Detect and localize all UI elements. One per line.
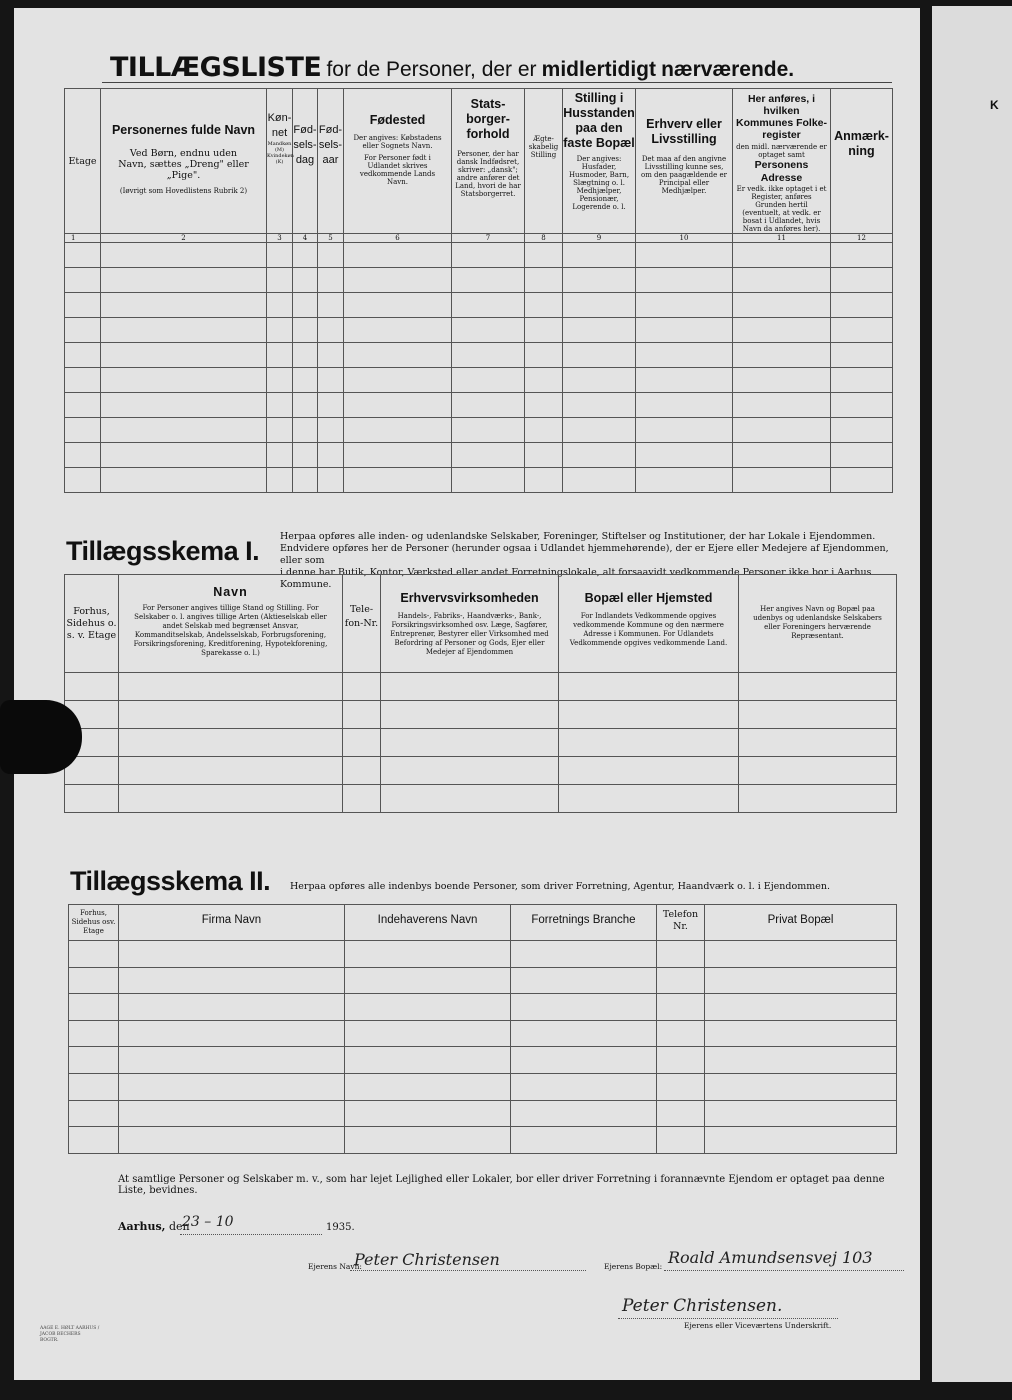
table-cell[interactable] bbox=[559, 757, 739, 785]
table-cell[interactable] bbox=[343, 785, 381, 813]
skema1-col-business: Erhvervsvirksomheden Handels-, Fabriks-, Haandværks-, Bank-, Forsikringsvirksomhed osv. Læge, Sagfører, Entreprenør, Bestyrer eller Virksomhed med Befordring af Personer og Gods, Ejer eller Medejer af Ejendommen bbox=[381, 575, 559, 673]
table-cell[interactable] bbox=[733, 368, 831, 393]
skema2-col-phone: Telefon Nr. bbox=[657, 905, 705, 941]
table-cell[interactable] bbox=[559, 729, 739, 757]
table-cell[interactable] bbox=[525, 368, 563, 393]
table-row bbox=[65, 468, 893, 493]
table-cell[interactable] bbox=[293, 368, 318, 393]
table-cell[interactable] bbox=[381, 673, 559, 701]
table-cell[interactable] bbox=[65, 318, 101, 343]
table-cell[interactable] bbox=[119, 1047, 345, 1074]
table-cell[interactable] bbox=[345, 1020, 511, 1047]
table-cell[interactable] bbox=[563, 468, 636, 493]
table-cell[interactable] bbox=[733, 318, 831, 343]
table-cell[interactable] bbox=[293, 343, 318, 368]
owner-address-label: Ejerens Bopæl: bbox=[604, 1262, 663, 1271]
table-cell[interactable] bbox=[344, 343, 452, 368]
table-cell[interactable] bbox=[831, 268, 893, 293]
table-cell[interactable] bbox=[525, 468, 563, 493]
table-cell[interactable] bbox=[293, 393, 318, 418]
den-label: den bbox=[168, 1220, 190, 1233]
table-cell[interactable] bbox=[831, 343, 893, 368]
table-cell[interactable] bbox=[636, 268, 733, 293]
table-cell[interactable] bbox=[559, 701, 739, 729]
table-cell[interactable] bbox=[318, 468, 344, 493]
table-cell[interactable] bbox=[267, 293, 293, 318]
table-row bbox=[65, 418, 893, 443]
title-bold: midlertidigt bbox=[541, 58, 656, 81]
table-cell[interactable] bbox=[318, 318, 344, 343]
table-cell[interactable] bbox=[318, 268, 344, 293]
table-cell[interactable] bbox=[119, 757, 343, 785]
owner-name: Peter Christensen bbox=[354, 1250, 500, 1269]
table-cell[interactable] bbox=[101, 443, 267, 468]
table-cell[interactable] bbox=[733, 443, 831, 468]
table-cell[interactable] bbox=[345, 1073, 511, 1100]
table-cell[interactable] bbox=[101, 318, 267, 343]
table-cell[interactable] bbox=[636, 368, 733, 393]
table-cell[interactable] bbox=[525, 418, 563, 443]
table-cell[interactable] bbox=[345, 1100, 511, 1127]
table-cell[interactable] bbox=[267, 343, 293, 368]
table-cell[interactable] bbox=[318, 293, 344, 318]
colnum-4: 4 bbox=[293, 234, 318, 243]
owner-address: Roald Amundsensvej 103 bbox=[668, 1248, 873, 1267]
table-cell[interactable] bbox=[101, 368, 267, 393]
table-cell[interactable] bbox=[293, 293, 318, 318]
table-cell[interactable] bbox=[65, 343, 101, 368]
col-birthday: Fød-sels-dag bbox=[293, 89, 318, 234]
table-cell[interactable] bbox=[705, 941, 897, 968]
skema1-col-phone: Tele-fon-Nr. bbox=[343, 575, 381, 673]
table-cell[interactable] bbox=[101, 343, 267, 368]
table-cell[interactable] bbox=[344, 293, 452, 318]
table-cell[interactable] bbox=[293, 268, 318, 293]
table-cell[interactable] bbox=[452, 243, 525, 268]
skema1-header-row bbox=[65, 575, 897, 673]
table-cell[interactable] bbox=[344, 268, 452, 293]
table-cell[interactable] bbox=[452, 368, 525, 393]
table-cell[interactable] bbox=[69, 941, 119, 968]
table-cell[interactable] bbox=[525, 243, 563, 268]
table-cell[interactable] bbox=[452, 268, 525, 293]
col-birthyear: Fød-sels-aar bbox=[318, 89, 344, 234]
table-cell[interactable] bbox=[65, 785, 119, 813]
table-cell[interactable] bbox=[831, 468, 893, 493]
col-household: Stilling i Husstanden paa den faste Bopæl Der angives: Husfader, Husmoder, Barn, Slægtning o. l. Medhjælper, Pensionær, Logerende o. l. bbox=[563, 89, 636, 234]
table-cell[interactable] bbox=[318, 393, 344, 418]
colnum-10: 10 bbox=[636, 234, 733, 243]
skema2-title: Tillægsskema II. bbox=[70, 866, 271, 896]
table-row bbox=[69, 1100, 897, 1127]
col-remarks: Anmærk-ning bbox=[831, 89, 893, 234]
table-cell[interactable] bbox=[119, 1127, 345, 1154]
table-cell[interactable] bbox=[452, 468, 525, 493]
table-cell[interactable] bbox=[65, 393, 101, 418]
table-cell[interactable] bbox=[381, 701, 559, 729]
col-address: Her anføres, i hvilken Kommunes Folke-register den midl. nærværende er optaget samt Personens Adresse Er vedk. ikke optaget i et Register, anføres Grunden hertil (eventuelt, at vedk. er bosat i Udlandet, hvis Navn da anføres her). bbox=[733, 89, 831, 234]
table-cell[interactable] bbox=[65, 243, 101, 268]
table-cell[interactable] bbox=[563, 443, 636, 468]
table-row bbox=[65, 293, 893, 318]
table-cell[interactable] bbox=[657, 1047, 705, 1074]
table-cell[interactable] bbox=[344, 368, 452, 393]
table-cell[interactable] bbox=[705, 1100, 897, 1127]
skema2-description: Herpaa opføres alle indenbys boende Personer, som driver Forretning, Agentur, Haandværk o. l. i Ejendommen. bbox=[290, 881, 830, 892]
table-cell[interactable] bbox=[345, 1127, 511, 1154]
table-cell[interactable] bbox=[101, 418, 267, 443]
title-end: nærværende. bbox=[661, 58, 795, 81]
table-cell[interactable] bbox=[636, 418, 733, 443]
table-cell[interactable] bbox=[345, 967, 511, 994]
table-cell[interactable] bbox=[831, 318, 893, 343]
signature-label: Ejerens eller Viceværtens Underskrift. bbox=[684, 1321, 832, 1330]
table-cell[interactable] bbox=[563, 243, 636, 268]
table-cell[interactable] bbox=[267, 318, 293, 343]
main-table bbox=[64, 88, 893, 493]
skema2-col-firm: Firma Navn bbox=[119, 905, 345, 941]
table-cell[interactable] bbox=[343, 757, 381, 785]
table-cell[interactable] bbox=[525, 443, 563, 468]
table-cell[interactable] bbox=[739, 673, 897, 701]
skema1-table-body bbox=[65, 673, 897, 813]
table-cell[interactable] bbox=[831, 443, 893, 468]
certification-text: At samtlige Personer og Selskaber m. v., som har lejet Lejlighed eller Lokaler, bor eller driver Forretning i forannævnte Ejendom er optaget paa denne Liste, bevidnes. bbox=[118, 1174, 885, 1196]
skema1-col-representative: Her angives Navn og Bopæl paa udenbys og udenlandske Selskabers eller Foreningers herværende Repræsentant. bbox=[739, 575, 897, 673]
form-page bbox=[14, 8, 920, 1380]
table-cell[interactable] bbox=[559, 673, 739, 701]
table-row bbox=[65, 268, 893, 293]
title-rule bbox=[102, 82, 892, 83]
table-cell[interactable] bbox=[636, 443, 733, 468]
table-cell[interactable] bbox=[636, 293, 733, 318]
table-cell[interactable] bbox=[381, 729, 559, 757]
table-cell[interactable] bbox=[344, 393, 452, 418]
table-cell[interactable] bbox=[831, 368, 893, 393]
binder-clip bbox=[0, 700, 82, 774]
table-cell[interactable] bbox=[739, 757, 897, 785]
table-cell[interactable] bbox=[267, 418, 293, 443]
table-cell[interactable] bbox=[65, 468, 101, 493]
table-cell[interactable] bbox=[119, 701, 343, 729]
owner-address-rule bbox=[664, 1270, 904, 1271]
table-cell[interactable] bbox=[343, 701, 381, 729]
table-row bbox=[65, 701, 897, 729]
date-rule bbox=[180, 1234, 322, 1235]
table-cell[interactable] bbox=[267, 393, 293, 418]
colnum-1: 1 bbox=[65, 234, 101, 243]
table-cell[interactable] bbox=[318, 243, 344, 268]
table-row bbox=[65, 729, 897, 757]
table-cell[interactable] bbox=[345, 1047, 511, 1074]
table-cell[interactable] bbox=[559, 785, 739, 813]
printer-mark: AAGE E. HØLT AARHUS / JACOB BECHERS BOGTR. bbox=[40, 1326, 100, 1343]
col-name: Personernes fulde Navn Ved Børn, endnu uden Navn, sættes „Dreng" eller „Pige". (Iøvrigt som Hovedlistens Rubrik 2) bbox=[101, 89, 267, 234]
skema1-desc-line3: i denne har Butik, Kontor, Værksted eller andet Forretningslokale, alt forsaavidt vedkommende Personer ikke bor i Aarhus Kommune. bbox=[280, 567, 872, 590]
table-cell[interactable] bbox=[733, 293, 831, 318]
col-citizenship: Stats-borger-forhold Personer, der har dansk Indfødsret, skriver: „dansk"; andre anfører det Land, hvori de har Statsborgerret. bbox=[452, 89, 525, 234]
table-cell[interactable] bbox=[511, 994, 657, 1021]
table-row bbox=[65, 343, 893, 368]
table-cell[interactable] bbox=[318, 443, 344, 468]
table-cell[interactable] bbox=[267, 368, 293, 393]
table-cell[interactable] bbox=[344, 243, 452, 268]
table-cell[interactable] bbox=[705, 994, 897, 1021]
table-cell[interactable] bbox=[452, 293, 525, 318]
skema2-table bbox=[68, 904, 897, 1154]
table-cell[interactable] bbox=[69, 994, 119, 1021]
table-cell[interactable] bbox=[293, 443, 318, 468]
table-cell[interactable] bbox=[831, 293, 893, 318]
table-cell[interactable] bbox=[657, 1073, 705, 1100]
table-cell[interactable] bbox=[318, 368, 344, 393]
owner-name-label: Ejerens Navn: bbox=[308, 1262, 362, 1271]
table-cell[interactable] bbox=[563, 268, 636, 293]
table-cell[interactable] bbox=[705, 967, 897, 994]
table-cell[interactable] bbox=[705, 1073, 897, 1100]
table-cell[interactable] bbox=[101, 393, 267, 418]
table-cell[interactable] bbox=[344, 418, 452, 443]
table-row bbox=[69, 967, 897, 994]
table-cell[interactable] bbox=[452, 418, 525, 443]
table-cell[interactable] bbox=[831, 393, 893, 418]
table-cell[interactable] bbox=[119, 994, 345, 1021]
adjacent-page bbox=[932, 6, 1012, 1382]
main-table-body bbox=[65, 243, 893, 493]
table-cell[interactable] bbox=[345, 941, 511, 968]
table-row bbox=[69, 1020, 897, 1047]
table-cell[interactable] bbox=[831, 243, 893, 268]
colnum-2: 2 bbox=[101, 234, 267, 243]
table-cell[interactable] bbox=[733, 468, 831, 493]
table-cell[interactable] bbox=[381, 757, 559, 785]
table-cell[interactable] bbox=[452, 343, 525, 368]
table-row bbox=[65, 318, 893, 343]
table-cell[interactable] bbox=[657, 1127, 705, 1154]
adjacent-page-fragment: K bbox=[990, 98, 999, 112]
table-cell[interactable] bbox=[119, 1020, 345, 1047]
table-cell[interactable] bbox=[636, 468, 733, 493]
table-cell[interactable] bbox=[293, 243, 318, 268]
table-cell[interactable] bbox=[101, 243, 267, 268]
year: 1935. bbox=[326, 1222, 355, 1233]
table-cell[interactable] bbox=[318, 418, 344, 443]
colnum-5: 5 bbox=[318, 234, 344, 243]
table-cell[interactable] bbox=[293, 418, 318, 443]
table-cell[interactable] bbox=[733, 343, 831, 368]
col-occupation: Erhverv eller Livsstilling Det maa af den angivne Livsstilling kunne ses, om den paagældende er Principal eller Medhjælper. bbox=[636, 89, 733, 234]
table-cell[interactable] bbox=[733, 268, 831, 293]
table-row bbox=[65, 757, 897, 785]
table-cell[interactable] bbox=[525, 293, 563, 318]
table-cell[interactable] bbox=[525, 393, 563, 418]
table-cell[interactable] bbox=[739, 729, 897, 757]
colnum-7: 7 bbox=[452, 234, 525, 243]
table-cell[interactable] bbox=[452, 443, 525, 468]
col-gender: Køn-net Mandkøn (M) Kvindekøn (K) bbox=[267, 89, 293, 234]
table-cell[interactable] bbox=[739, 701, 897, 729]
table-cell[interactable] bbox=[65, 368, 101, 393]
table-cell[interactable] bbox=[739, 785, 897, 813]
table-row bbox=[65, 443, 893, 468]
table-cell[interactable] bbox=[293, 468, 318, 493]
table-cell[interactable] bbox=[119, 1073, 345, 1100]
signature-rule bbox=[618, 1318, 838, 1319]
table-cell[interactable] bbox=[381, 785, 559, 813]
city: Aarhus, bbox=[118, 1220, 166, 1233]
table-cell[interactable] bbox=[733, 418, 831, 443]
table-row bbox=[65, 368, 893, 393]
skema1-desc-line1: Herpaa opføres alle inden- og udenlandske Selskaber, Foreninger, Stiftelser og Institutioner, der har Lokale i Ejendommen. bbox=[280, 531, 876, 542]
table-cell[interactable] bbox=[657, 1100, 705, 1127]
skema1-desc-line2: Endvidere opføres her de Personer (herunder ogsaa i Udlandet hjemmehørende), der er Ejere eller Medejere af Ejendommen, eller som bbox=[280, 543, 889, 566]
owner-name-rule bbox=[350, 1270, 586, 1271]
table-cell[interactable] bbox=[65, 293, 101, 318]
table-row bbox=[65, 243, 893, 268]
table-cell[interactable] bbox=[831, 418, 893, 443]
table-cell[interactable] bbox=[657, 994, 705, 1021]
table-cell[interactable] bbox=[525, 318, 563, 343]
table-row bbox=[65, 673, 897, 701]
table-cell[interactable] bbox=[65, 673, 119, 701]
table-cell[interactable] bbox=[563, 293, 636, 318]
table-cell[interactable] bbox=[511, 1100, 657, 1127]
table-cell[interactable] bbox=[563, 393, 636, 418]
table-row bbox=[69, 1047, 897, 1074]
table-cell[interactable] bbox=[657, 1020, 705, 1047]
table-cell[interactable] bbox=[563, 343, 636, 368]
signature: Peter Christensen. bbox=[622, 1296, 783, 1316]
colnum-9: 9 bbox=[563, 234, 636, 243]
date-line bbox=[118, 1220, 190, 1233]
skema2-col-private-address: Privat Bopæl bbox=[705, 905, 897, 941]
table-cell[interactable] bbox=[119, 1100, 345, 1127]
table-cell[interactable] bbox=[119, 729, 343, 757]
table-row bbox=[65, 785, 897, 813]
table-cell[interactable] bbox=[344, 443, 452, 468]
table-cell[interactable] bbox=[69, 1047, 119, 1074]
table-cell[interactable] bbox=[101, 468, 267, 493]
table-cell[interactable] bbox=[267, 468, 293, 493]
table-cell[interactable] bbox=[69, 1073, 119, 1100]
table-cell[interactable] bbox=[705, 1127, 897, 1154]
table-cell[interactable] bbox=[65, 268, 101, 293]
table-cell[interactable] bbox=[511, 1020, 657, 1047]
table-cell[interactable] bbox=[636, 318, 733, 343]
table-cell[interactable] bbox=[267, 443, 293, 468]
table-cell[interactable] bbox=[345, 994, 511, 1021]
table-cell[interactable] bbox=[452, 393, 525, 418]
page-title bbox=[110, 52, 794, 83]
table-cell[interactable] bbox=[69, 1100, 119, 1127]
table-cell[interactable] bbox=[657, 967, 705, 994]
table-cell[interactable] bbox=[733, 393, 831, 418]
table-cell[interactable] bbox=[511, 1073, 657, 1100]
table-cell[interactable] bbox=[343, 729, 381, 757]
skema2-header-row bbox=[69, 905, 897, 941]
table-cell[interactable] bbox=[344, 468, 452, 493]
table-cell[interactable] bbox=[563, 418, 636, 443]
skema1-table bbox=[64, 574, 897, 813]
table-cell[interactable] bbox=[119, 673, 343, 701]
table-cell[interactable] bbox=[705, 1020, 897, 1047]
table-cell[interactable] bbox=[563, 318, 636, 343]
table-cell[interactable] bbox=[119, 967, 345, 994]
table-cell[interactable] bbox=[511, 967, 657, 994]
table-cell[interactable] bbox=[343, 673, 381, 701]
table-cell[interactable] bbox=[636, 393, 733, 418]
skema1-title: Tillægsskema I. bbox=[66, 536, 260, 566]
table-cell[interactable] bbox=[563, 368, 636, 393]
table-cell[interactable] bbox=[65, 443, 101, 468]
table-cell[interactable] bbox=[525, 343, 563, 368]
title-word: TILLÆGSLISTE bbox=[110, 52, 322, 83]
table-cell[interactable] bbox=[733, 243, 831, 268]
skema2-col-owner: Indehaverens Navn bbox=[345, 905, 511, 941]
colnum-11: 11 bbox=[733, 234, 831, 243]
table-cell[interactable] bbox=[119, 785, 343, 813]
skema2-col-etage: Forhus, Sidehus osv. Etage bbox=[69, 905, 119, 941]
column-number-row bbox=[65, 234, 893, 243]
table-cell[interactable] bbox=[293, 318, 318, 343]
table-cell[interactable] bbox=[525, 268, 563, 293]
skema2-table-body bbox=[69, 941, 897, 1154]
date-value: 23 – 10 bbox=[182, 1214, 234, 1230]
table-cell[interactable] bbox=[65, 418, 101, 443]
table-row bbox=[69, 1073, 897, 1100]
skema1-col-name: Navn For Personer angives tillige Stand og Stilling. For Selskaber o. l. angives tillige Arten (Aktieselskab eller andet Selskab med begrænset Ansvar, Kommanditselskab, Andelsselskab, Forbrugsforening, Forsikringsforening, Kreditforening, Hypotekforening, Sparekasse o. l.) bbox=[119, 575, 343, 673]
table-cell[interactable] bbox=[452, 318, 525, 343]
table-cell[interactable] bbox=[636, 343, 733, 368]
skema1-col-etage: Forhus, Sidehus o. s. v. Etage bbox=[65, 575, 119, 673]
colnum-12: 12 bbox=[831, 234, 893, 243]
table-cell[interactable] bbox=[705, 1047, 897, 1074]
table-cell[interactable] bbox=[101, 268, 267, 293]
table-cell[interactable] bbox=[344, 318, 452, 343]
table-cell[interactable] bbox=[657, 941, 705, 968]
col-etage: Etage bbox=[65, 89, 101, 234]
table-cell[interactable] bbox=[267, 243, 293, 268]
title-pre: for de Personer, der er bbox=[326, 58, 537, 81]
table-row bbox=[69, 994, 897, 1021]
table-cell[interactable] bbox=[119, 941, 345, 968]
table-cell[interactable] bbox=[511, 941, 657, 968]
table-row bbox=[69, 941, 897, 968]
table-cell[interactable] bbox=[69, 1127, 119, 1154]
colnum-6: 6 bbox=[344, 234, 452, 243]
col-birthplace: Fødested Der angives: Købstadens eller Sognets Navn. For Personer født i Udlandet skrives vedkommende Lands Navn. bbox=[344, 89, 452, 234]
table-row bbox=[65, 393, 893, 418]
header-row bbox=[65, 89, 893, 234]
skema1-col-residence: Bopæl eller Hjemsted For Indlandets Vedkommende opgives vedkommende Kommune og den nærmere Adresse i Kommunen. For Udlandets Vedkommende opgives vedkommende Land. bbox=[559, 575, 739, 673]
table-cell[interactable] bbox=[318, 343, 344, 368]
table-cell[interactable] bbox=[101, 293, 267, 318]
table-cell[interactable] bbox=[267, 268, 293, 293]
colnum-8: 8 bbox=[525, 234, 563, 243]
colnum-3: 3 bbox=[267, 234, 293, 243]
table-cell[interactable] bbox=[511, 1127, 657, 1154]
col-marital: Ægte-skabelig Stilling bbox=[525, 89, 563, 234]
skema2-col-branch: Forretnings Branche bbox=[511, 905, 657, 941]
table-cell[interactable] bbox=[69, 967, 119, 994]
table-row bbox=[69, 1127, 897, 1154]
table-cell[interactable] bbox=[636, 243, 733, 268]
table-cell[interactable] bbox=[69, 1020, 119, 1047]
table-cell[interactable] bbox=[511, 1047, 657, 1074]
